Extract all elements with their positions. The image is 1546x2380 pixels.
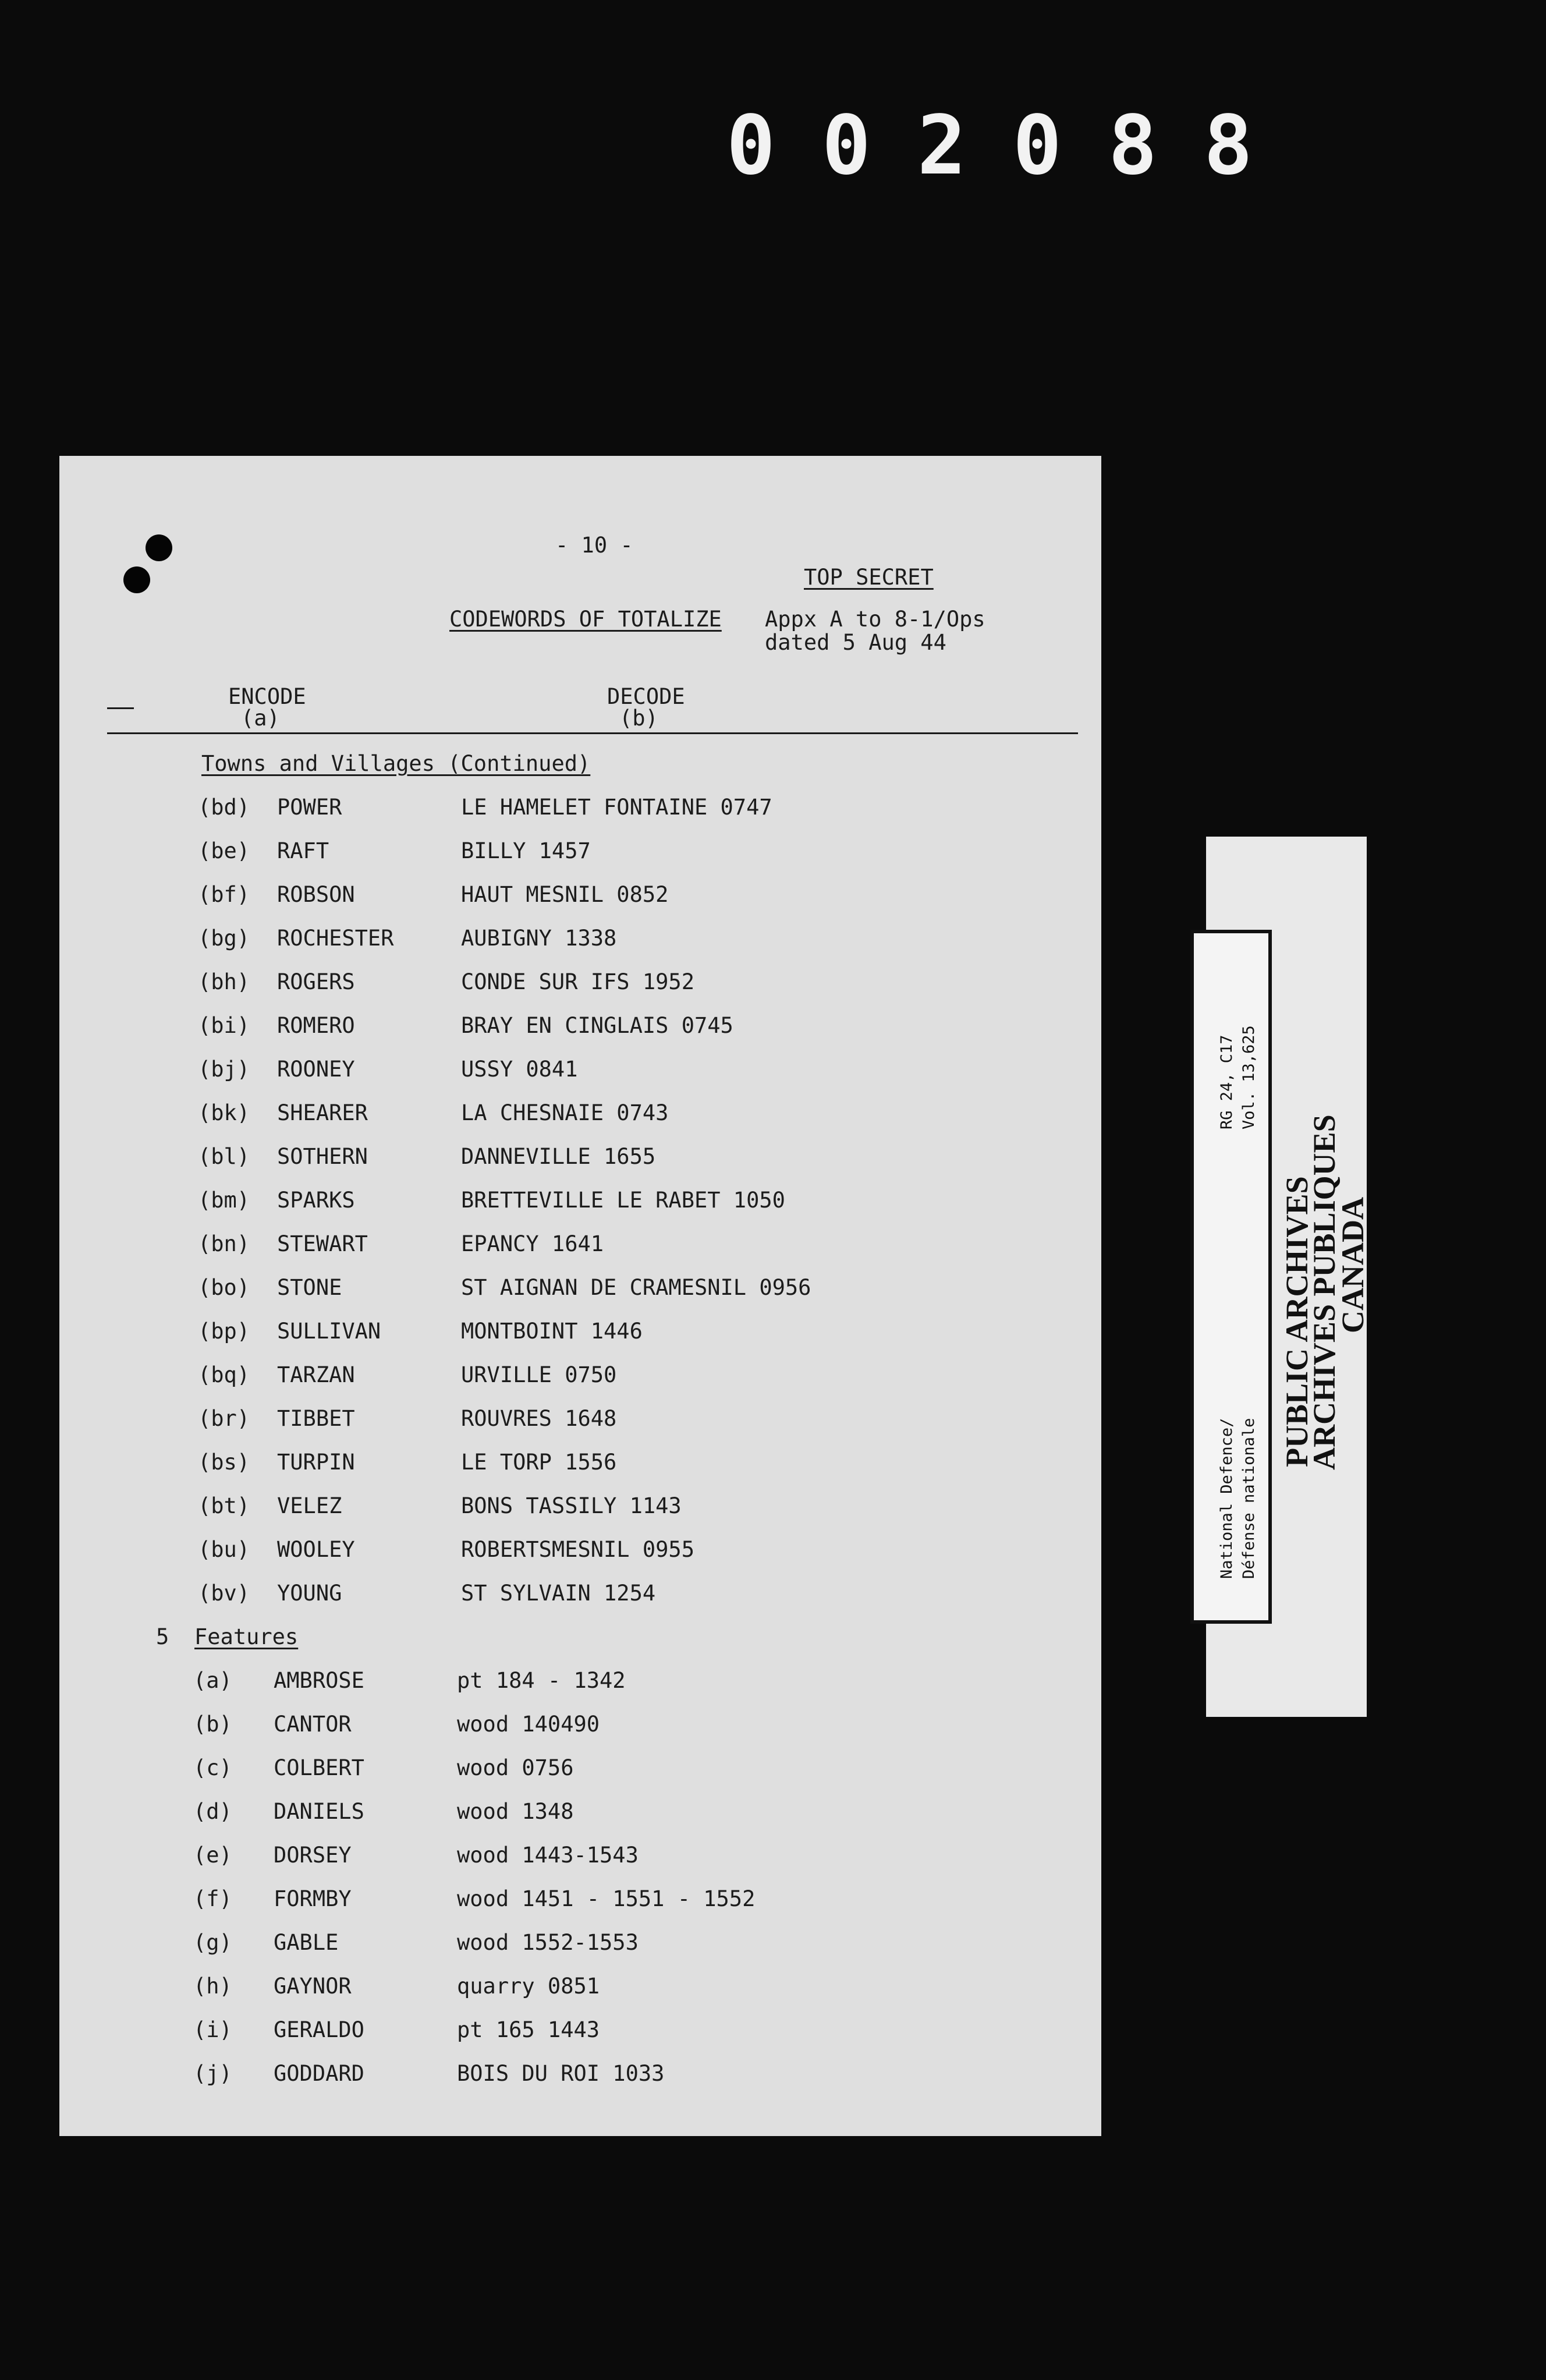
row-encode: ROGERS — [277, 969, 355, 994]
row-encode: STEWART — [277, 1231, 368, 1256]
page-number: - 10 - — [555, 533, 633, 558]
row-key: (bi) — [198, 1013, 250, 1038]
classification: TOP SECRET — [804, 565, 934, 590]
column-header-decode-sub: (b) — [619, 706, 658, 731]
row-key: (br) — [198, 1406, 250, 1431]
section-number-features: 5 — [156, 1624, 169, 1649]
row-encode: ROCHESTER — [277, 926, 394, 951]
row-decode: URVILLE 0750 — [461, 1362, 617, 1387]
row-decode: LE TORP 1556 — [461, 1450, 617, 1475]
punch-hole — [146, 534, 172, 561]
row-encode: AMBROSE — [274, 1668, 364, 1693]
row-decode: wood 1348 — [457, 1799, 574, 1824]
row-encode: CANTOR — [274, 1712, 352, 1737]
header-rule — [107, 732, 1078, 734]
row-decode: EPANCY 1641 — [461, 1231, 604, 1256]
row-encode: ROMERO — [277, 1013, 355, 1038]
row-key: (b) — [193, 1712, 232, 1737]
row-decode: BRAY EN CINGLAIS 0745 — [461, 1013, 733, 1038]
row-decode: BILLY 1457 — [461, 838, 591, 863]
row-encode: YOUNG — [277, 1581, 342, 1606]
row-encode: ROBSON — [277, 882, 355, 907]
archive-ref: RG 24, C17 — [1218, 1035, 1236, 1129]
section-title-towns: Towns and Villages (Continued) — [201, 751, 591, 776]
row-decode: MONTBOINT 1446 — [461, 1319, 643, 1344]
row-decode: LE HAMELET FONTAINE 0747 — [461, 795, 772, 820]
frame-digit: 8 — [1203, 98, 1253, 193]
row-key: (bv) — [198, 1581, 250, 1606]
row-encode: GERALDO — [274, 2017, 364, 2042]
row-key: (bu) — [198, 1537, 250, 1562]
row-key: (bf) — [198, 882, 250, 907]
row-encode: SOTHERN — [277, 1144, 368, 1169]
row-decode: ST AIGNAN DE CRAMESNIL 0956 — [461, 1275, 811, 1300]
row-decode: CONDE SUR IFS 1952 — [461, 969, 694, 994]
row-decode: pt 165 1443 — [457, 2017, 600, 2042]
row-encode: SPARKS — [277, 1188, 355, 1213]
row-decode: quarry 0851 — [457, 1974, 600, 1999]
section-title-features: Features — [194, 1624, 299, 1649]
row-key: (g) — [193, 1930, 232, 1955]
row-decode: AUBIGNY 1338 — [461, 926, 617, 951]
row-encode: TURPIN — [277, 1450, 355, 1475]
row-decode: wood 0756 — [457, 1755, 574, 1780]
frame-digit: 0 — [1012, 98, 1062, 193]
row-key: (be) — [198, 838, 250, 863]
row-encode: STONE — [277, 1275, 342, 1300]
frame-digit: 2 — [917, 98, 967, 193]
row-key: (bm) — [198, 1188, 250, 1213]
row-encode: VELEZ — [277, 1493, 342, 1518]
row-decode: BRETTEVILLE LE RABET 1050 — [461, 1188, 785, 1213]
row-encode: POWER — [277, 795, 342, 820]
row-encode: SULLIVAN — [277, 1319, 381, 1344]
margin-dash — [107, 707, 134, 709]
department-en: National Defence/ — [1218, 1418, 1236, 1579]
row-decode: wood 1552-1553 — [457, 1930, 639, 1955]
row-decode: BONS TASSILY 1143 — [461, 1493, 682, 1518]
column-header-encode: ENCODE — [228, 684, 306, 709]
row-key: (a) — [193, 1668, 232, 1693]
archive-country: CANADA — [1335, 1197, 1370, 1333]
row-key: (bt) — [198, 1493, 250, 1518]
row-key: (bp) — [198, 1319, 250, 1344]
row-key: (bj) — [198, 1057, 250, 1082]
document-title: CODEWORDS OF TOTALIZE — [449, 607, 722, 632]
row-decode: ST SYLVAIN 1254 — [461, 1581, 656, 1606]
row-key: (e) — [193, 1843, 232, 1868]
row-decode: pt 184 - 1342 — [457, 1668, 626, 1693]
row-decode: ROBERTSMESNIL 0955 — [461, 1537, 694, 1562]
row-encode: SHEARER — [277, 1100, 368, 1125]
row-key: (j) — [193, 2061, 232, 2086]
row-key: (f) — [193, 1886, 232, 1911]
row-encode: WOOLEY — [277, 1537, 355, 1562]
row-encode: FORMBY — [274, 1886, 352, 1911]
row-key: (bn) — [198, 1231, 250, 1256]
row-key: (bg) — [198, 926, 250, 951]
row-decode: LA CHESNAIE 0743 — [461, 1100, 669, 1125]
frame-number — [710, 99, 1269, 192]
column-header-decode: DECODE — [607, 684, 685, 709]
row-encode: TIBBET — [277, 1406, 355, 1431]
row-key: (c) — [193, 1755, 232, 1780]
archive-name-fr: ARCHIVES PUBLIQUES — [1307, 1114, 1342, 1470]
archive-volume: Vol. 13,625 — [1240, 1025, 1258, 1129]
row-encode: GABLE — [274, 1930, 339, 1955]
row-key: (h) — [193, 1974, 232, 1999]
frame-digit: 0 — [821, 98, 871, 193]
document-page — [59, 456, 1101, 2136]
row-decode: USSY 0841 — [461, 1057, 578, 1082]
row-decode: wood 140490 — [457, 1712, 600, 1737]
row-key: (bh) — [198, 969, 250, 994]
row-encode: DANIELS — [274, 1799, 364, 1824]
archive-name-en: PUBLIC ARCHIVES — [1279, 1176, 1314, 1467]
row-key: (bo) — [198, 1275, 250, 1300]
row-key: (bd) — [198, 795, 250, 820]
column-header-encode-sub: (a) — [241, 706, 280, 731]
document-date: dated 5 Aug 44 — [765, 630, 946, 655]
row-key: (d) — [193, 1799, 232, 1824]
row-encode: ROONEY — [277, 1057, 355, 1082]
row-key: (bs) — [198, 1450, 250, 1475]
row-decode: ROUVRES 1648 — [461, 1406, 617, 1431]
row-encode: TARZAN — [277, 1362, 355, 1387]
row-encode: GODDARD — [274, 2061, 364, 2086]
row-decode: HAUT MESNIL 0852 — [461, 882, 669, 907]
row-key: (i) — [193, 2017, 232, 2042]
punch-hole — [123, 566, 150, 593]
department-fr: Défense nationale — [1240, 1418, 1258, 1579]
row-encode: RAFT — [277, 838, 329, 863]
row-key: (bq) — [198, 1362, 250, 1387]
row-decode: BOIS DU ROI 1033 — [457, 2061, 665, 2086]
row-decode: wood 1443-1543 — [457, 1843, 639, 1868]
frame-digit: 8 — [1108, 98, 1158, 193]
frame-digit: 0 — [726, 98, 776, 193]
row-key: (bk) — [198, 1100, 250, 1125]
appendix-reference: Appx A to 8-1/Ops — [765, 607, 985, 632]
row-decode: DANNEVILLE 1655 — [461, 1144, 656, 1169]
row-encode: GAYNOR — [274, 1974, 352, 1999]
row-decode: wood 1451 - 1551 - 1552 — [457, 1886, 756, 1911]
row-encode: DORSEY — [274, 1843, 352, 1868]
row-encode: COLBERT — [274, 1755, 364, 1780]
row-key: (bl) — [198, 1144, 250, 1169]
